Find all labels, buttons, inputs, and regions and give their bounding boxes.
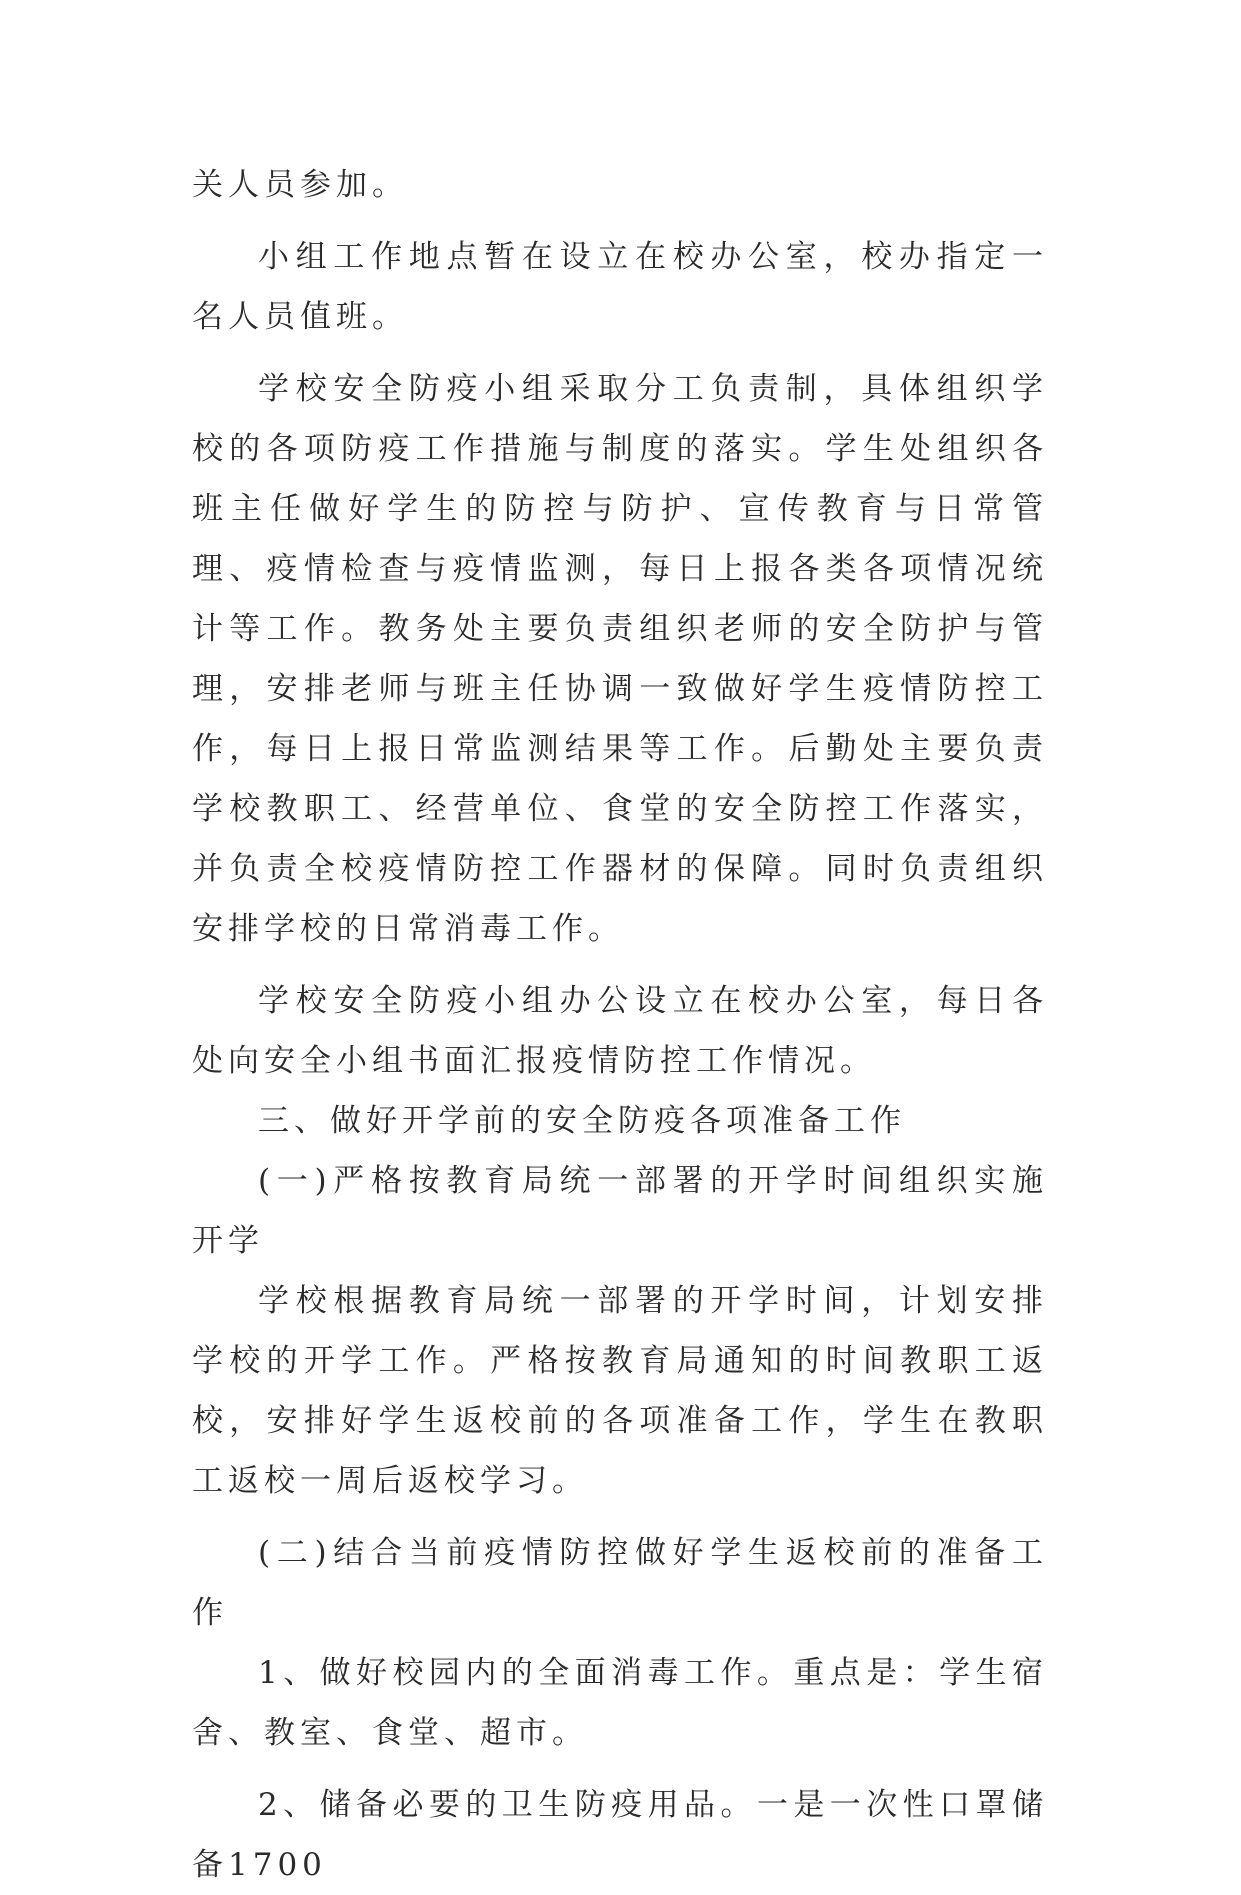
paragraph-responsibility-division: 学校安全防疫小组采取分工负责制，具体组织学校的各项防疫工作措施与制度的落实。学生处组织各班主任做好学生的防控与防护、宣传教育与日常管理、疫情检查与疫情监测，每日上报各类各项情况统计等工作。教务处主要负责组织老师的安全防护与管理，安排老师与班主任协调一致做好学生疫情防控工作，每日上报日常监测结果等工作。后勤处主要负责学校教职工、经营单位、食堂的安全防控工作落实，并负责全校疫情防控工作器材的保障。同时负责组织安排学校的日常消毒工作。 (192, 371, 1048, 947)
document-body (192, 155, 1048, 1895)
subsection-heading-two: (二)结合当前疫情防控做好学生返校前的准备工作 (192, 1535, 1048, 1631)
subsection-heading-one: (一)严格按教育局统一部署的开学时间组织实施开学 (192, 1163, 1048, 1259)
section-heading-three: 三、做好开学前的安全防疫各项准备工作 (258, 1103, 906, 1139)
paragraph-daily-report: 学校安全防疫小组办公设立在校办公室，每日各处向安全小组书面汇报疫情防控工作情况。 (192, 983, 1048, 1079)
list-item-supplies: 2、储备必要的卫生防疫用品。一是一次性口罩储备1700 (192, 1787, 1048, 1883)
paragraph-office-location: 小组工作地点暂在设立在校办公室，校办指定一名人员值班。 (192, 239, 1048, 335)
list-item-disinfection: 1、做好校园内的全面消毒工作。重点是：学生宿舍、教室、食堂、超市。 (192, 1655, 1048, 1751)
paragraph-school-opening: 学校根据教育局统一部署的开学时间，计划安排学校的开学工作。严格按教育局通知的时间教职工返校，安排好学生返校前的各项准备工作，学生在教职工返校一周后返校学习。 (192, 1283, 1048, 1499)
paragraph-continuation: 关人员参加。 (192, 167, 408, 203)
